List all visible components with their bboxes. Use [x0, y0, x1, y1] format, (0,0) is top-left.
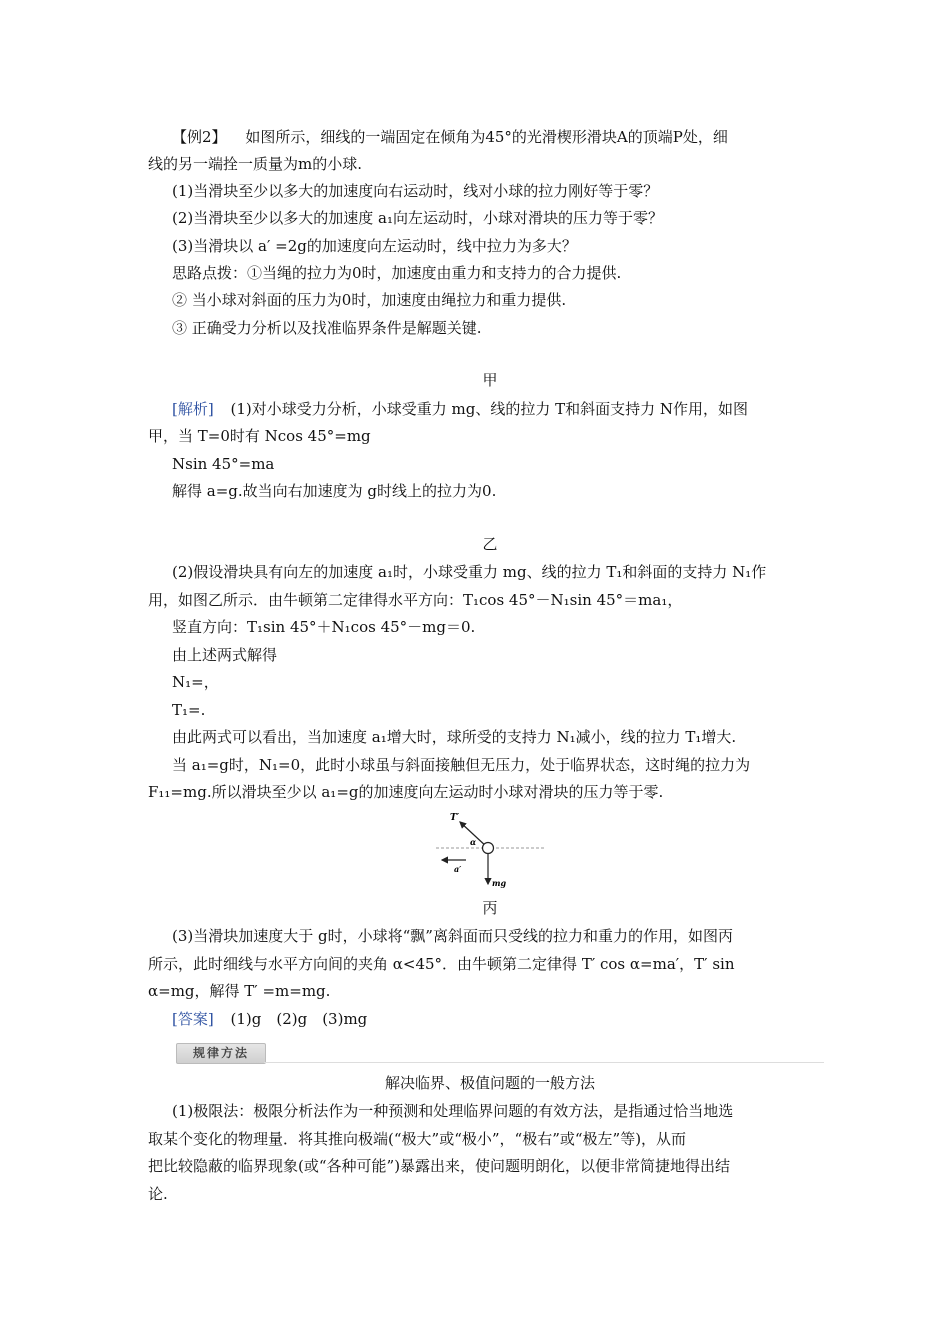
- hint-1: 思路点拨：①当绳的拉力为0时，加速度由重力和支持力的合力提供.: [172, 264, 622, 282]
- label-T: T′: [450, 813, 460, 823]
- method-title: 解决临界、极值问题的一般方法: [384, 1074, 595, 1092]
- answer-label: [答案]: [172, 1010, 214, 1028]
- example-label: 【例2】: [172, 128, 227, 146]
- solution-p2-line5: N₁=，: [172, 673, 219, 691]
- example-heading: [172, 127, 728, 147]
- solution-p3-line1: (3)当滑块加速度大于 g时，小球将“飘”离斜面而只受线的拉力和重力的作用，如图丙: [172, 927, 733, 945]
- method-line2: 取某个变化的物理量．将其推向极端(“极大”或“极小”，“极右”或“极左”等)，从而: [148, 1130, 687, 1148]
- hint-3: ③ 正确受力分析以及找准临界条件是解题关键.: [172, 319, 482, 337]
- solution-p1-line4: 解得 a=g.故当向右加速度为 g时线上的拉力为0.: [172, 482, 497, 500]
- example-stem-1: 如图所示，细线的一端固定在倾角为45°的光滑楔形滑块A的顶端P处，细: [245, 128, 728, 146]
- solution-p1-line2: 甲，当 T=0时有 Ncos 45°=mg: [148, 427, 371, 445]
- example-stem-2: 线的另一端拴一质量为m的小球.: [148, 155, 362, 173]
- question-3: (3)当滑块以 a′ =2g的加速度向左运动时，线中拉力为多大？: [172, 237, 577, 255]
- method-line3: 把比较隐蔽的临界现象(或“各种可能”)暴露出来，使问题明朗化，以便非常简捷地得出结: [148, 1157, 731, 1175]
- solution-p3-line3: α=mg，解得 T′ =m=mg.: [148, 982, 331, 1000]
- solution-p1-line3: Nsin 45°=ma: [172, 455, 275, 473]
- solution-label: [解析]: [172, 400, 214, 418]
- solution-p2-line1: (2)假设滑块具有向左的加速度 a₁时，小球受重力 mg、线的拉力 T₁和斜面的支持力 N₁作: [172, 563, 767, 581]
- solution-p3-line2: 所示，此时细线与水平方向间的夹角 α<45°．由牛顿第二定律得 T′ cos α=ma′，T′ sin: [148, 955, 735, 973]
- question-1: (1)当滑块至少以多大的加速度向右运动时，线对小球的拉力刚好等于零？: [172, 182, 659, 200]
- method-badge: 规律方法: [176, 1043, 266, 1064]
- answer-line: [172, 1009, 367, 1029]
- solution-p2-line9: F₁₁=mg.所以滑块至少以 a₁=g的加速度向左运动时小球对滑块的压力等于零.: [148, 783, 664, 801]
- solution-p2-line6: T₁=.: [172, 701, 206, 719]
- force-diagram-bing: [436, 808, 546, 892]
- figure-caption-yi: 乙: [482, 535, 498, 553]
- solution-p2-line8: 当 a₁=g时，N₁=0，此时小球虽与斜面接触但无压力，处于临界状态，这时绳的拉力为: [172, 756, 751, 774]
- solution-p2-line4: 由上述两式解得: [172, 646, 278, 664]
- method-line1: (1)极限法：极限分析法作为一种预测和处理临界问题的有效方法，是指通过恰当地选: [172, 1102, 734, 1120]
- solution-p2-line2: 用，如图乙所示．由牛顿第二定律得水平方向：T₁cos 45°－N₁sin 45°＝ma₁，: [148, 591, 683, 609]
- solution-p2-line7: 由此两式可以看出，当加速度 a₁增大时，球所受的支持力 N₁减小，线的拉力 T₁增大.: [172, 728, 737, 746]
- solution-p1-text: (1)对小球受力分析，小球受重力 mg、线的拉力 T和斜面支持力 N作用，如图: [230, 400, 749, 418]
- figure-caption-bing: 丙: [482, 899, 498, 917]
- label-a: a′: [454, 864, 462, 874]
- solution-p2-line3: 竖直方向：T₁sin 45°＋N₁cos 45°－mg＝0.: [172, 618, 476, 636]
- solution-p1-line1: [172, 399, 748, 419]
- ball: [483, 843, 494, 854]
- answer-text: (1)g (2)g (3)mg: [230, 1010, 368, 1028]
- figure-caption-jia: 甲: [482, 371, 498, 389]
- method-divider: [264, 1062, 824, 1063]
- label-alpha: α: [470, 837, 477, 847]
- question-2: (2)当滑块至少以多大的加速度 a₁向左运动时，小球对滑块的压力等于零？: [172, 209, 663, 227]
- method-line4: 论.: [148, 1185, 168, 1203]
- hint-2: ② 当小球对斜面的压力为0时，加速度由绳拉力和重力提供.: [172, 291, 567, 309]
- label-mg: mg: [492, 878, 507, 888]
